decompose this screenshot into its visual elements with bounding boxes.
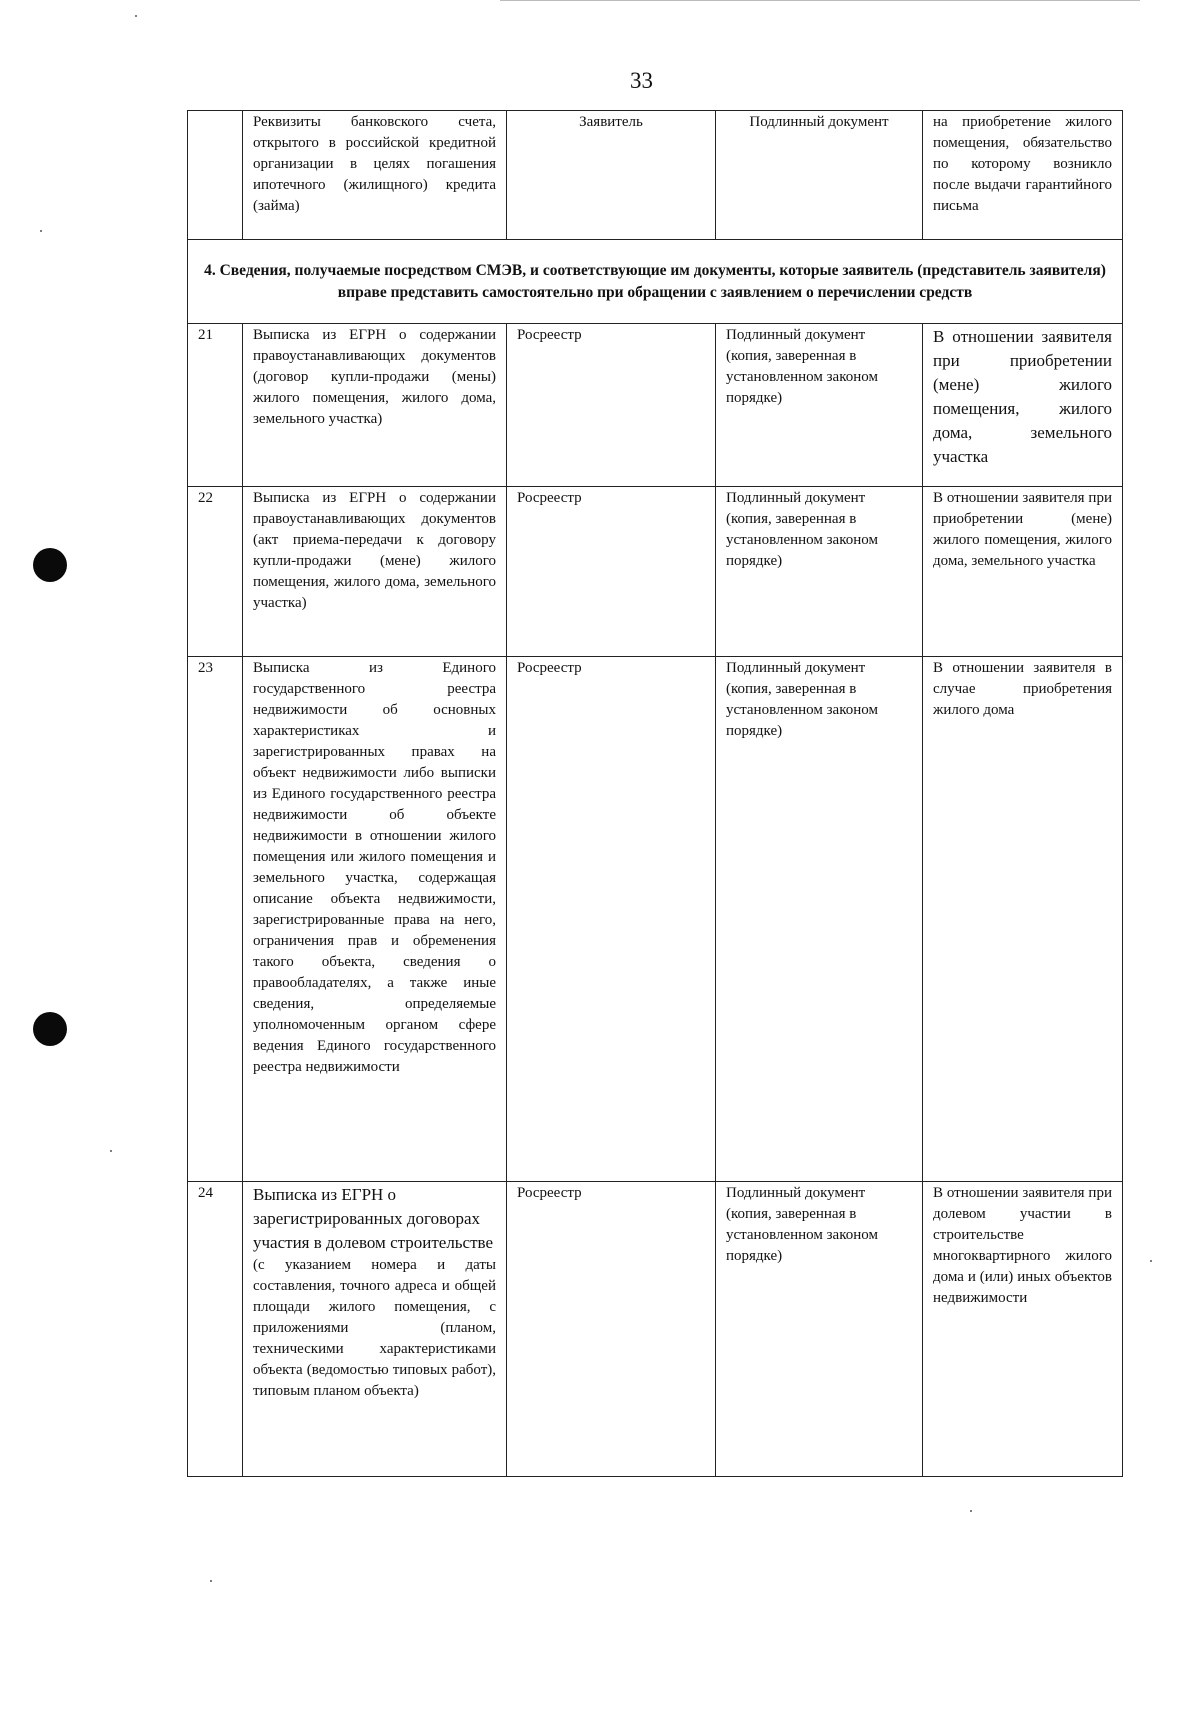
table-row	[188, 657, 1123, 1182]
row-number: 23	[188, 657, 243, 1182]
section-heading: 4. Сведения, получаемые посредством СМЭВ, и соответствующие им документы, которые заявитель (представитель заявителя) вправе представить самостоятельно при обращении с заявлением о перечислении средств	[188, 240, 1123, 324]
document-cell: Выписка из Единого государственного реестра недвижимости об основных характеристиках и зарегистрированных правах на объект недвижимости либо выписки из Единого государственного реестра недвижимости об объекте недвижимости в отношении жилого помещения или жилого помещения и земельного участка, содержащая описание объекта недвижимости, зарегистрированные права на него, ограничения прав и обременения такого объекта, сведения о правообладателях, а также иные сведения, определяемые уполномоченным органом сфере ведения Единого государственного реестра недвижимости	[243, 657, 507, 1182]
source-cell: Росреестр	[507, 487, 716, 657]
document-main-text: Выписка из ЕГРН о зарегистрированных договорах участия в долевом строительстве	[253, 1185, 494, 1252]
source-cell: Росреестр	[507, 324, 716, 487]
document-cell: Выписка из ЕГРН о содержании правоустанавливающих документов (договор купли-продажи (мены) жилого помещения, жилого дома, земельного участка)	[243, 324, 507, 487]
form-cell: Подлинный документ	[716, 111, 923, 240]
table-row	[188, 1182, 1123, 1477]
scan-speck	[1150, 1260, 1152, 1262]
table-row	[188, 111, 1123, 240]
row-number	[188, 111, 243, 240]
scan-speck	[210, 1580, 212, 1582]
table-row	[188, 324, 1123, 487]
scan-speck	[970, 1510, 972, 1512]
condition-cell: В отношении заявителя при приобретении (мене) жилого помещения, жилого дома, земельного участка	[923, 324, 1123, 487]
section-heading-row	[188, 240, 1123, 324]
row-number: 24	[188, 1182, 243, 1477]
form-cell: Подлинный документ (копия, заверенная в установленном законом порядке)	[716, 324, 923, 487]
table-row	[188, 487, 1123, 657]
condition-cell: В отношении заявителя при приобретении (мене) жилого помещения, жилого дома, земельного участка	[923, 487, 1123, 657]
form-cell: Подлинный документ (копия, заверенная в установленном законом порядке)	[716, 1182, 923, 1477]
document-detail-text: (с указанием номера и даты составления, точного адреса и общей площади жилого помещения, с приложениями (планом, техническими характеристиками объекта (ведомостью типовых работ), типовым планом объекта)	[253, 1257, 496, 1399]
row-number: 22	[188, 487, 243, 657]
source-cell: Заявитель	[507, 111, 716, 240]
document-cell	[243, 1182, 507, 1477]
row-number: 21	[188, 324, 243, 487]
condition-cell: на приобретение жилого помещения, обязательство по которому возникло после выдачи гарантийного письма	[923, 111, 1123, 240]
form-cell: Подлинный документ (копия, заверенная в установленном законом порядке)	[716, 487, 923, 657]
source-cell: Росреестр	[507, 1182, 716, 1477]
punch-hole-mark	[33, 1012, 67, 1046]
condition-cell: В отношении заявителя в случае приобретения жилого дома	[923, 657, 1123, 1182]
punch-hole-mark	[33, 548, 67, 582]
documents-table	[187, 110, 1123, 1477]
scan-speck	[110, 1150, 112, 1152]
scan-edge-line	[500, 0, 1140, 1]
source-cell: Росреестр	[507, 657, 716, 1182]
condition-cell: В отношении заявителя при долевом участии в строительстве многоквартирного жилого дома и (или) иных объектов недвижимости	[923, 1182, 1123, 1477]
document-cell: Реквизиты банковского счета, открытого в российской кредитной организации в целях погашения ипотечного (жилищного) кредита (займа)	[243, 111, 507, 240]
page-number: 33	[630, 68, 653, 93]
scan-speck	[135, 15, 137, 17]
form-cell: Подлинный документ (копия, заверенная в установленном законом порядке)	[716, 657, 923, 1182]
document-cell: Выписка из ЕГРН о содержании правоустанавливающих документов (акт приема-передачи к договору купли-продажи (мене) жилого помещения, жилого дома, земельного участка)	[243, 487, 507, 657]
scan-speck	[40, 230, 42, 232]
